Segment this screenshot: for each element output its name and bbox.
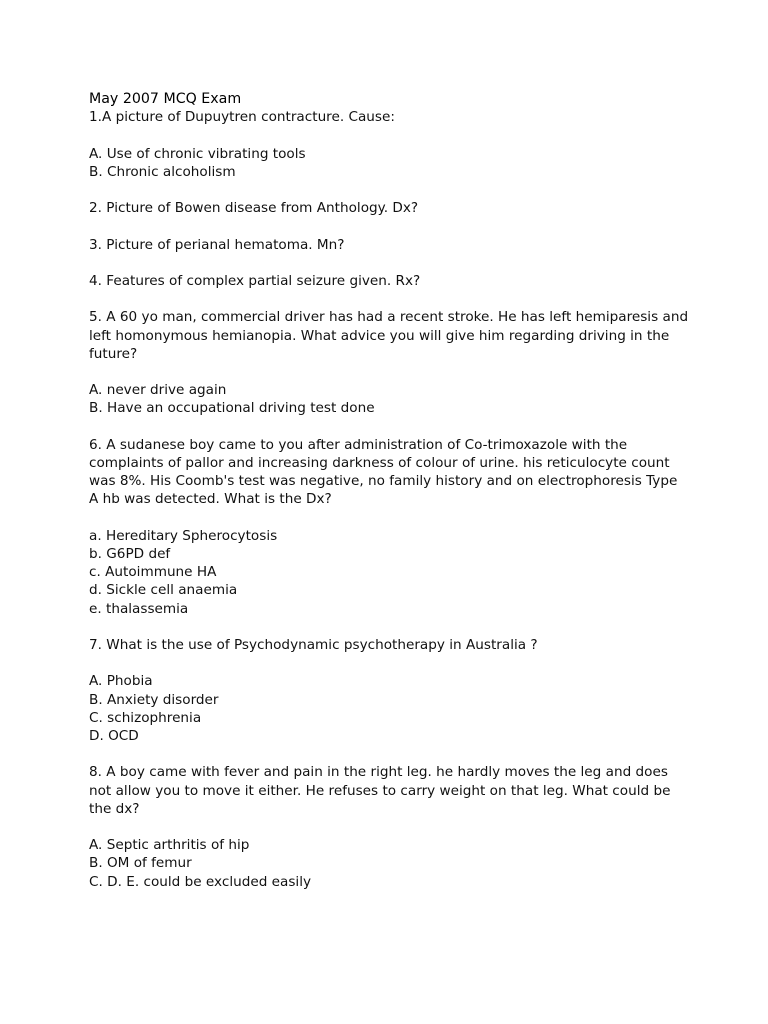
question-7-text: 7. What is the use of Psychodynamic psychotherapy in Australia ? — [89, 636, 538, 653]
question-1-option-b: B. Chronic alcoholism — [89, 163, 236, 180]
spacer — [89, 254, 689, 272]
question-1-text: 1.A picture of Dupuytren contracture. Cause: — [89, 109, 395, 126]
spacer — [89, 654, 689, 672]
document-title: May 2007 MCQ Exam — [89, 91, 242, 107]
question-8-line-3: the dx? — [89, 800, 140, 817]
spacer — [89, 290, 689, 308]
question-5-option-b: B. Have an occupational driving test done — [89, 400, 375, 417]
question-2 — [89, 199, 689, 217]
question-6-line-2: complaints of pallor and increasing darkness of colour of urine. his reticulocyte count — [89, 454, 670, 471]
question-6-option-e: e. thalassemia — [89, 600, 189, 617]
question-5-option-a: A. never drive again — [89, 382, 227, 399]
question-6-option-a: a. Hereditary Spherocytosis — [89, 527, 278, 544]
question-6-option-c: c. Autoimmune HA — [89, 564, 217, 581]
question-5-line-2: left homonymous hemianopia. What advice you will give him regarding driving in the — [89, 327, 670, 344]
question-4-text: 4. Features of complex partial seizure given. Rx? — [89, 272, 421, 289]
spacer — [89, 745, 689, 763]
question-8-option-a: A. Septic arthritis of hip — [89, 837, 250, 854]
spacer — [89, 618, 689, 636]
spacer — [89, 181, 689, 199]
question-2-text: 2. Picture of Bowen disease from Anthology. Dx? — [89, 200, 419, 217]
spacer — [89, 418, 689, 436]
question-7 — [89, 636, 689, 745]
question-6-option-d: d. Sickle cell anaemia — [89, 582, 238, 599]
question-3-text: 3. Picture of perianal hematoma. Mn? — [89, 236, 345, 253]
question-6 — [89, 436, 689, 618]
spacer — [89, 363, 689, 381]
question-3 — [89, 236, 689, 254]
spacer — [89, 818, 689, 836]
question-1 — [89, 108, 689, 181]
question-8-line-1: 8. A boy came with fever and pain in the right leg. he hardly moves the leg and does — [89, 764, 668, 781]
question-5 — [89, 308, 689, 417]
spacer — [89, 126, 689, 144]
spacer — [89, 217, 689, 235]
question-4 — [89, 272, 689, 290]
question-5-line-1: 5. A 60 yo man, commercial driver has had a recent stroke. He has left hemiparesis and — [89, 309, 689, 326]
question-6-line-1: 6. A sudanese boy came to you after administration of Co-trimoxazole with the — [89, 436, 628, 453]
question-7-option-c: C. schizophrenia — [89, 709, 202, 726]
question-8-option-c: C. D. E. could be excluded easily — [89, 873, 312, 890]
question-7-option-a: A. Phobia — [89, 673, 153, 690]
question-8-line-2: not allow you to move it either. He refuses to carry weight on that leg. What could be — [89, 782, 671, 799]
question-7-option-d: D. OCD — [89, 727, 139, 744]
question-1-option-a: A. Use of chronic vibrating tools — [89, 145, 306, 162]
question-6-line-3: was 8%. His Coomb's test was negative, no family history and on electrophoresis Type — [89, 473, 678, 490]
question-8-option-b: B. OM of femur — [89, 855, 192, 872]
document-page — [89, 90, 689, 891]
question-5-line-3: future? — [89, 345, 138, 362]
question-6-line-4: A hb was detected. What is the Dx? — [89, 491, 332, 508]
question-7-option-b: B. Anxiety disorder — [89, 691, 219, 708]
question-6-option-b: b. G6PD def — [89, 545, 171, 562]
question-8 — [89, 763, 689, 890]
spacer — [89, 509, 689, 527]
